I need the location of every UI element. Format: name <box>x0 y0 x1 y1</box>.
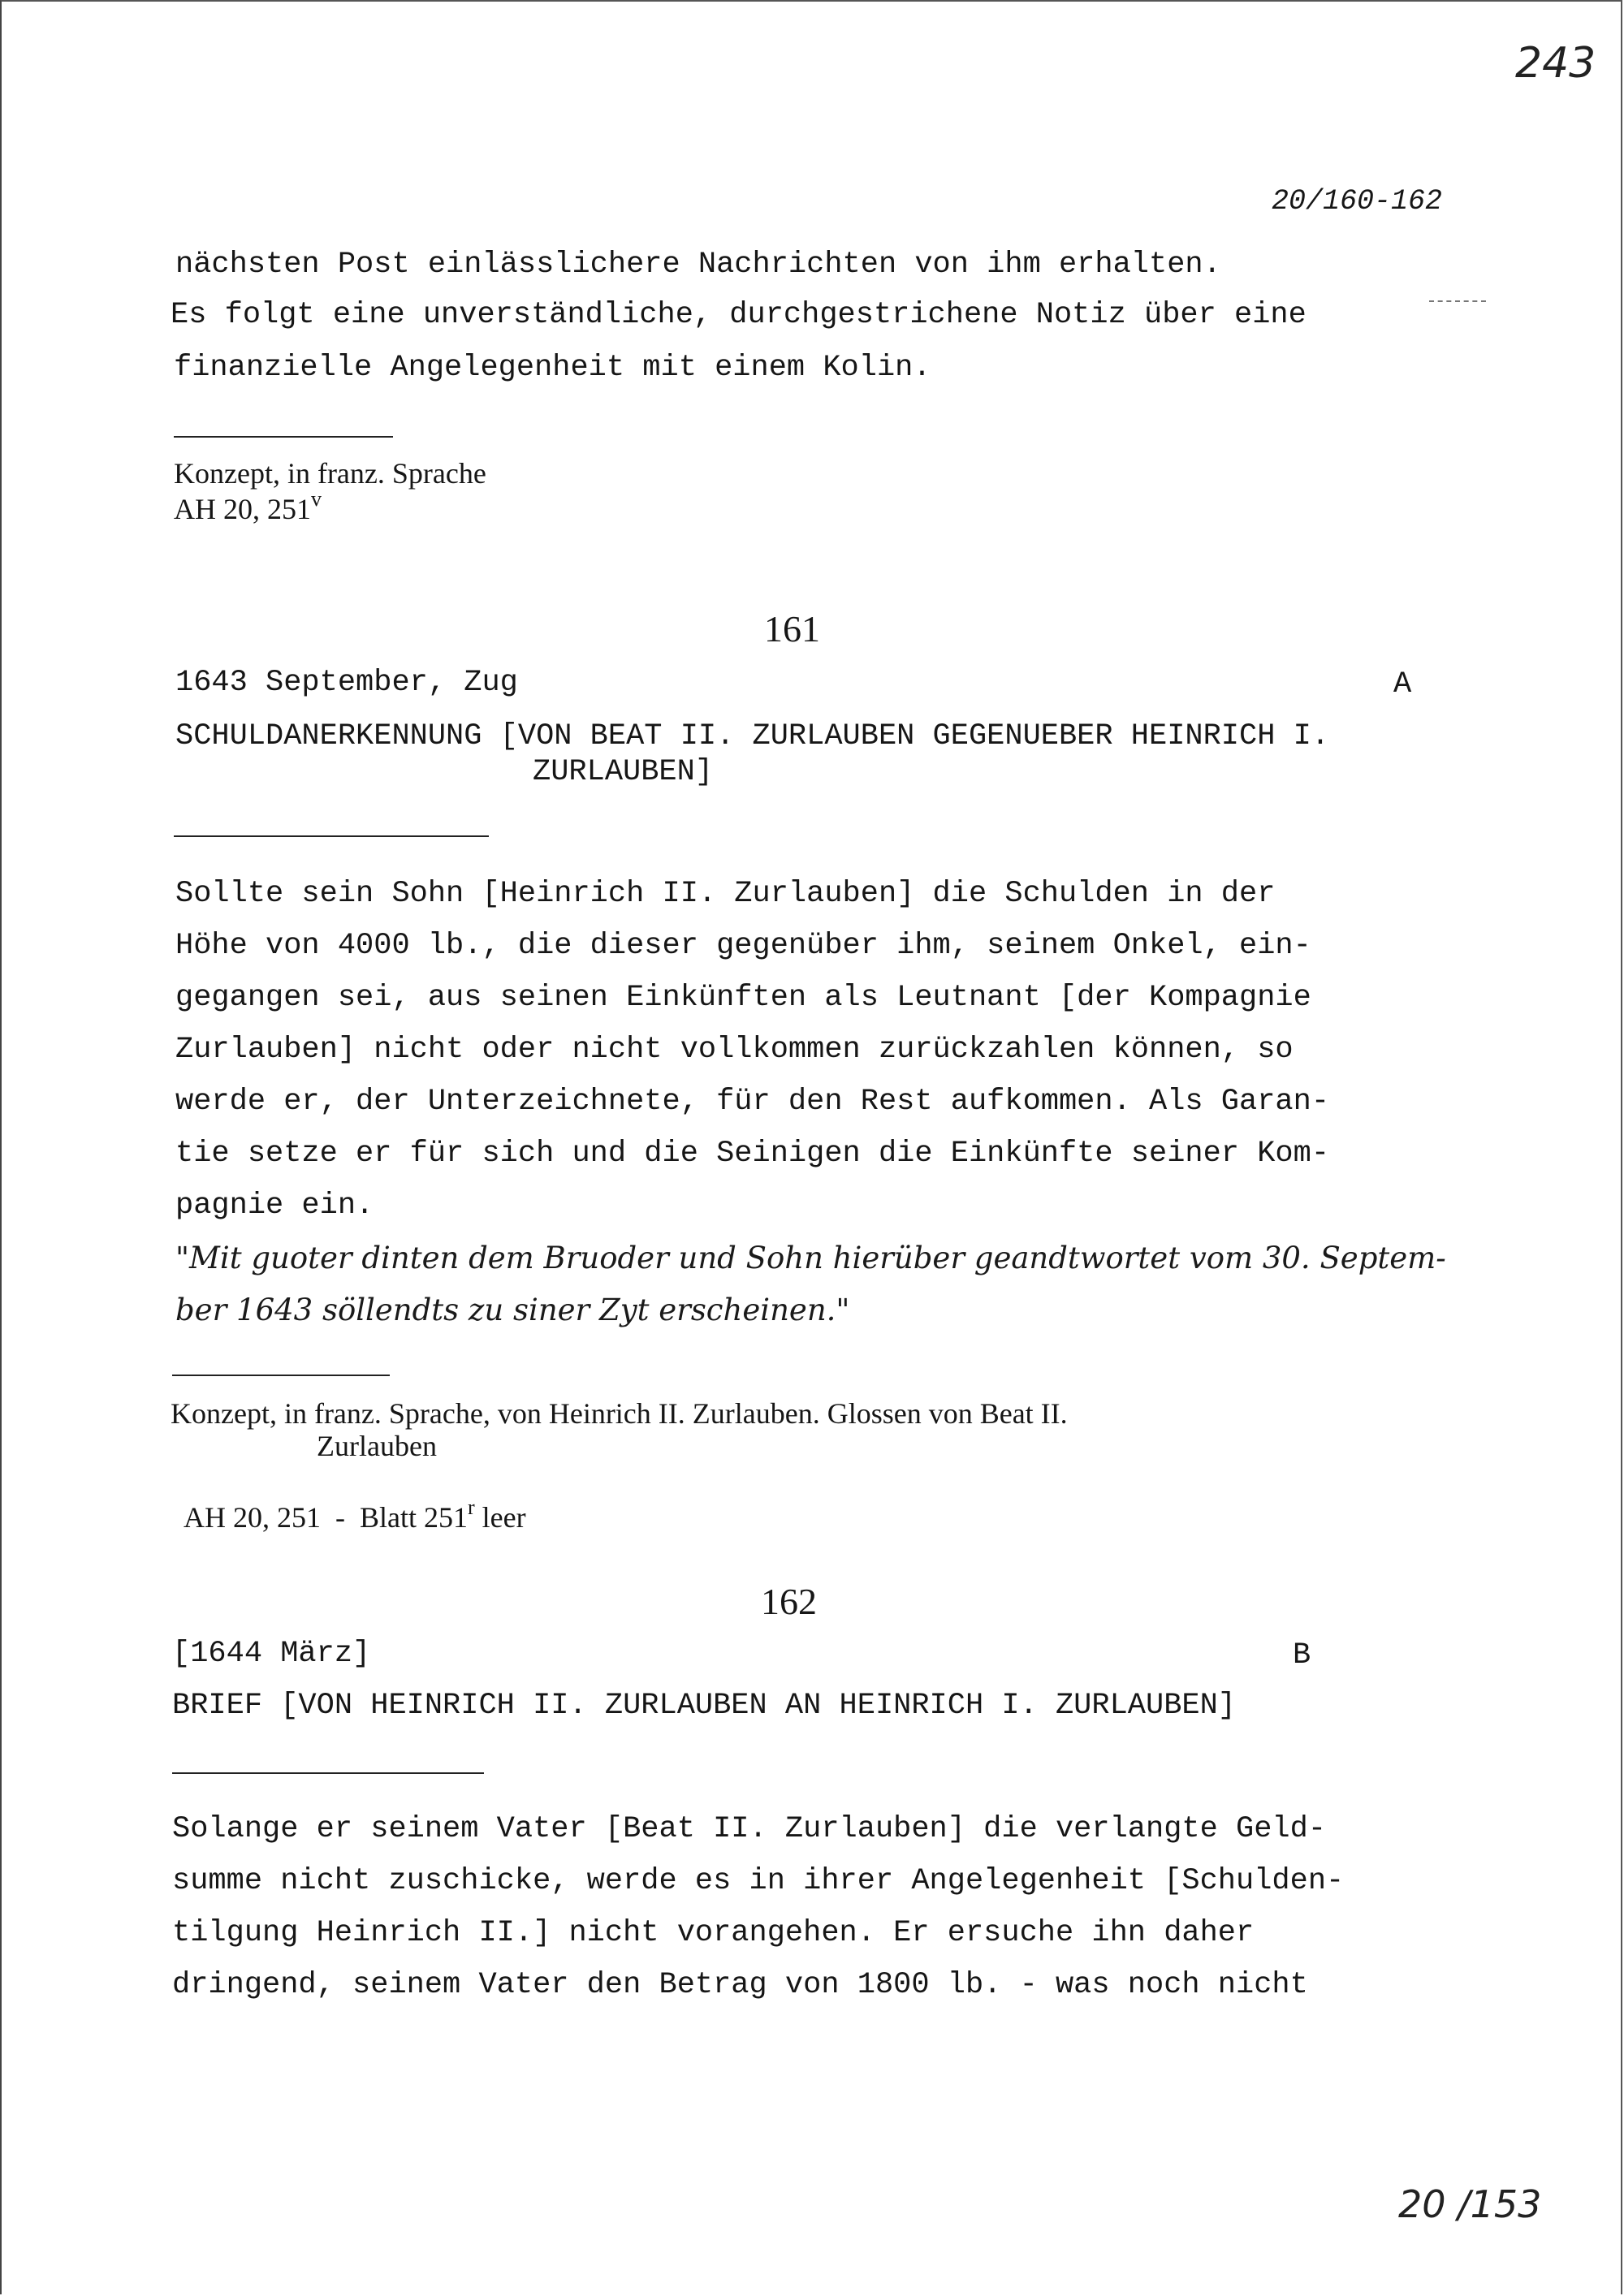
intro-source-sup: v <box>311 487 322 511</box>
strike-mark <box>1429 300 1486 302</box>
entry-162-date: [1644 März] <box>172 1637 371 1671</box>
separator-rule-1 <box>174 436 393 438</box>
entry-161-title-line-2: ZURLAUBEN] <box>533 755 714 789</box>
bottom-handwritten-mark: 20 /153 <box>1398 2182 1542 2226</box>
intro-source-line-1: Konzept, in franz. Sprache <box>174 457 486 490</box>
entry-161-body-4: Zurlauben] nicht oder nicht vollkommen zurückzahlen können, so <box>175 1033 1294 1067</box>
folio-number: 243 <box>1515 39 1596 88</box>
intro-line-3: finanzielle Angelegenheit mit einem Kolin. <box>174 351 931 385</box>
entry-162-number: 162 <box>761 1581 817 1622</box>
separator-rule-3 <box>172 1375 390 1376</box>
entry-161-source-line-2: Zurlauben <box>317 1430 437 1462</box>
reference-number: 20/160-162 <box>1272 185 1443 218</box>
entry-162-letter: B <box>1293 1638 1311 1672</box>
entry-162-title: BRIEF [VON HEINRICH II. ZURLAUBEN AN HEINRICH I. ZURLAUBEN] <box>172 1689 1237 1723</box>
entry-161-body-2: Höhe von 4000 lb., die dieser gegenüber ihm, seinem Onkel, ein- <box>175 929 1311 963</box>
entry-161-date: 1643 September, Zug <box>175 666 518 700</box>
entry-162-body-1: Solange er seinem Vater [Beat II. Zurlauben] die verlangte Geld- <box>172 1812 1327 1846</box>
entry-161-quote-2: ber 1643 söllendts zu siner Zyt erscheinen." <box>175 1293 850 1327</box>
intro-line-1: nächsten Post einlässlichere Nachrichten von ihm erhalten. <box>175 248 1221 282</box>
entry-161-body-6: tie setze er für sich und die Seinigen die Einkünfte seiner Kom- <box>175 1137 1330 1171</box>
entry-161-body-5: werde er, der Unterzeichnete, für den Rest aufkommen. Als Garan- <box>175 1085 1330 1119</box>
intro-line-2: Es folgt eine unverständliche, durchgestrichene Notiz über eine <box>171 298 1307 332</box>
intro-source-line-2 <box>174 487 322 526</box>
entry-161-source-line-1: Konzept, in franz. Sprache, von Heinrich II. Zurlauben. Glossen von Beat II. <box>171 1397 1068 1430</box>
entry-161-source-line-3 <box>171 1466 526 1534</box>
entry-161-source-text: AH 20, 251 - Blatt 251 <box>184 1501 468 1534</box>
separator-rule-4 <box>172 1772 484 1774</box>
entry-161-title-line-1: SCHULDANERKENNUNG [VON BEAT II. ZURLAUBEN GEGENUEBER HEINRICH I. <box>175 719 1330 753</box>
entry-161-number: 161 <box>764 608 820 650</box>
entry-161-body-3: gegangen sei, aus seinen Einkünften als Leutnant [der Kompagnie <box>175 981 1311 1015</box>
intro-source-text: AH 20, 251 <box>174 493 311 525</box>
entry-162-body-3: tilgung Heinrich II.] nicht vorangehen. Er ersuche ihn daher <box>172 1916 1255 1950</box>
entry-161-body-7: pagnie ein. <box>175 1189 374 1223</box>
entry-161-quote-1: "Mit guoter dinten dem Bruoder und Sohn hierüber geandtwortet vom 30. Septem- <box>175 1241 1446 1275</box>
entry-161-letter: A <box>1393 667 1412 701</box>
entry-162-body-2: summe nicht zuschicke, werde es in ihrer Angelegenheit [Schulden- <box>172 1864 1345 1898</box>
separator-rule-2 <box>174 835 489 837</box>
entry-162-body-4: dringend, seinem Vater den Betrag von 1800 lb. - was noch nicht <box>172 1968 1308 2002</box>
entry-161-source-tail: leer <box>474 1501 526 1534</box>
entry-161-source-sup: r <box>468 1495 475 1519</box>
entry-161-body-1: Sollte sein Sohn [Heinrich II. Zurlauben] die Schulden in der <box>175 877 1276 911</box>
